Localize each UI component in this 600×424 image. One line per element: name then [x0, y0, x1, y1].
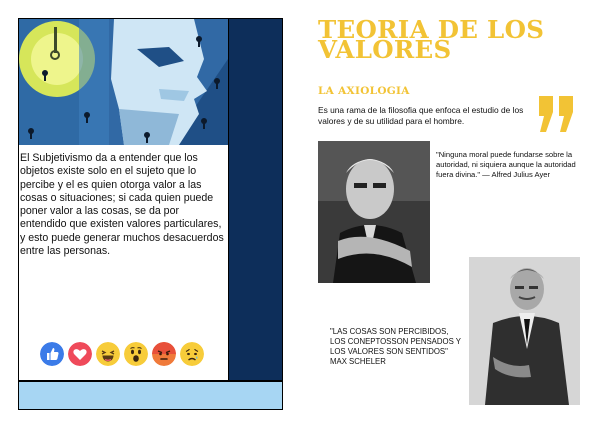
quote-marks-icon [537, 96, 577, 132]
scheler-quote: "LAS COSAS SON PERCIBIDOS, LOS CONEPTOSSON PENSADOS Y LOS VALORES SON SENTIDOS" MAX SCHELER [330, 327, 461, 366]
like-icon[interactable] [40, 342, 64, 366]
page-title: TEORIA DE LOS VALORES [318, 15, 545, 64]
section-subtitle: LA AXIOLOGIA [318, 85, 410, 97]
face-keyholes-illustration [19, 19, 228, 145]
light-blue-footer-bar [18, 381, 283, 410]
navy-sidebar-strip [228, 18, 283, 381]
reaction-icons-row [40, 342, 204, 366]
ayer-quote: "Ninguna moral puede fundarse sobre la autoridad, ni siquiera aunque la autoridad fuera divina." — Alfred Julius Ayer [436, 150, 576, 179]
ayer-portrait-photo [318, 141, 430, 283]
subjectivism-paragraph: El Subjetivismo da a entender que los objetos existe solo en el sujeto que lo percibe y el es quien otorga valor a las cosas o situaciones; si cada quien puede poner valor a las cosas, se da por entendido que existen valores particulares, y esto puede generar muchos desacuerdos entre las personas. [20, 152, 224, 258]
love-icon[interactable] [68, 342, 92, 366]
scheler-portrait-photo [469, 257, 580, 405]
haha-icon[interactable] [96, 342, 120, 366]
angry-icon[interactable] [152, 342, 176, 366]
wow-icon[interactable] [124, 342, 148, 366]
axiology-definition: Es una rama de la filosofia que enfoca el estudio de los valores y de su utilidad para el hombre. [318, 105, 524, 126]
sad-icon[interactable] [180, 342, 204, 366]
